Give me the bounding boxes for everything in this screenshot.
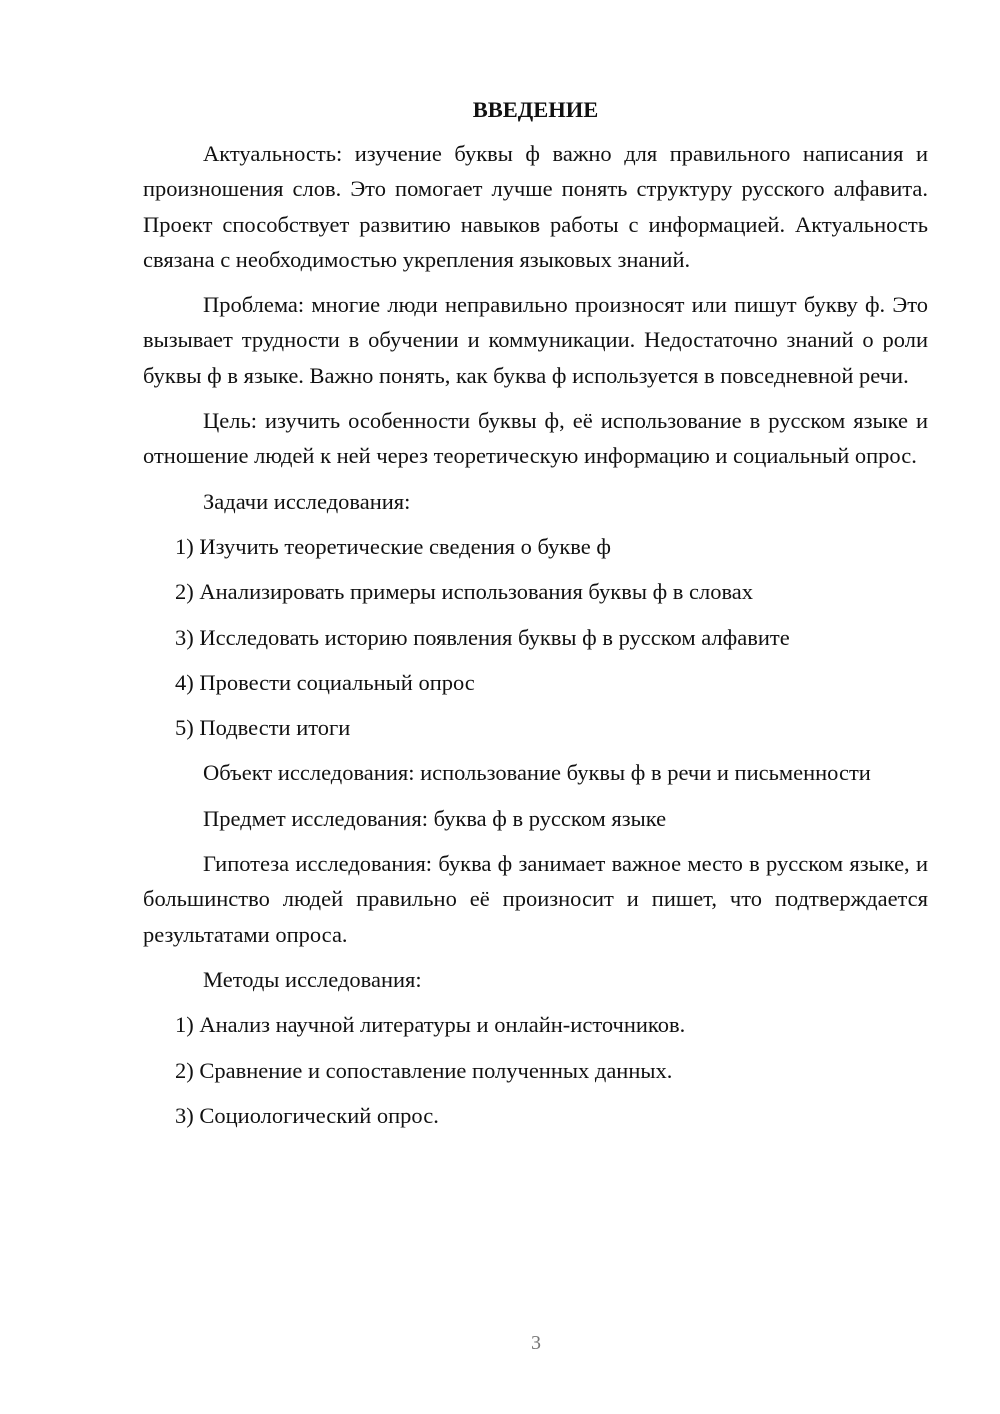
method-item-2: 2) Сравнение и сопоставление полученных данных. — [175, 1057, 673, 1083]
tasks-heading: Задачи исследования: — [203, 488, 411, 514]
subject-paragraph: Предмет исследования: буква ф в русском языке — [203, 805, 667, 831]
problem-paragraph: Проблема: многие люди неправильно произносят или пишут букву ф. Это вызывает трудности в обучении и коммуникации. Недостаточно знаний о роли буквы ф в языке. Важно понять, как буква ф используется в повседневной речи. — [143, 292, 928, 388]
method-item-3: 3) Социологический опрос. — [175, 1102, 439, 1128]
task-item-3: 3) Исследовать историю появления буквы ф в русском алфавите — [175, 624, 790, 650]
task-item-5: 5) Подвести итоги — [175, 715, 351, 741]
task-item-4: 4) Провести социальный опрос — [175, 669, 475, 695]
method-item-1: 1) Анализ научной литературы и онлайн-источников. — [175, 1012, 686, 1038]
goal-paragraph: Цель: изучить особенности буквы ф, её использование в русском языке и отношение людей к ней через теоретическую информацию и социальный опрос. — [143, 408, 928, 469]
object-paragraph: Объект исследования: использование буквы ф в речи и письменности — [203, 760, 871, 786]
task-item-2: 2) Анализировать примеры использования буквы ф в словах — [175, 579, 754, 605]
page-title: ВВЕДЕНИЕ — [472, 97, 599, 122]
hypothesis-paragraph: Гипотеза исследования: буква ф занимает важное место в русском языке, и большинство людей правильно её произносит и пишет, что подтверждается результатами опроса. — [143, 851, 928, 947]
page-number: 3 — [531, 1332, 541, 1354]
methods-heading: Методы исследования: — [203, 966, 422, 992]
task-item-1: 1) Изучить теоретические сведения о букве ф — [175, 533, 611, 559]
relevance-paragraph: Актуальность: изучение буквы ф важно для правильного написания и произношения слов. Это помогает лучше понять структуру русского алфавита. Проект способствует развитию навыков работы с информацией. Актуальность связана с необходимостью укрепления языковых знаний. — [143, 141, 928, 272]
page-content — [143, 94, 928, 1143]
